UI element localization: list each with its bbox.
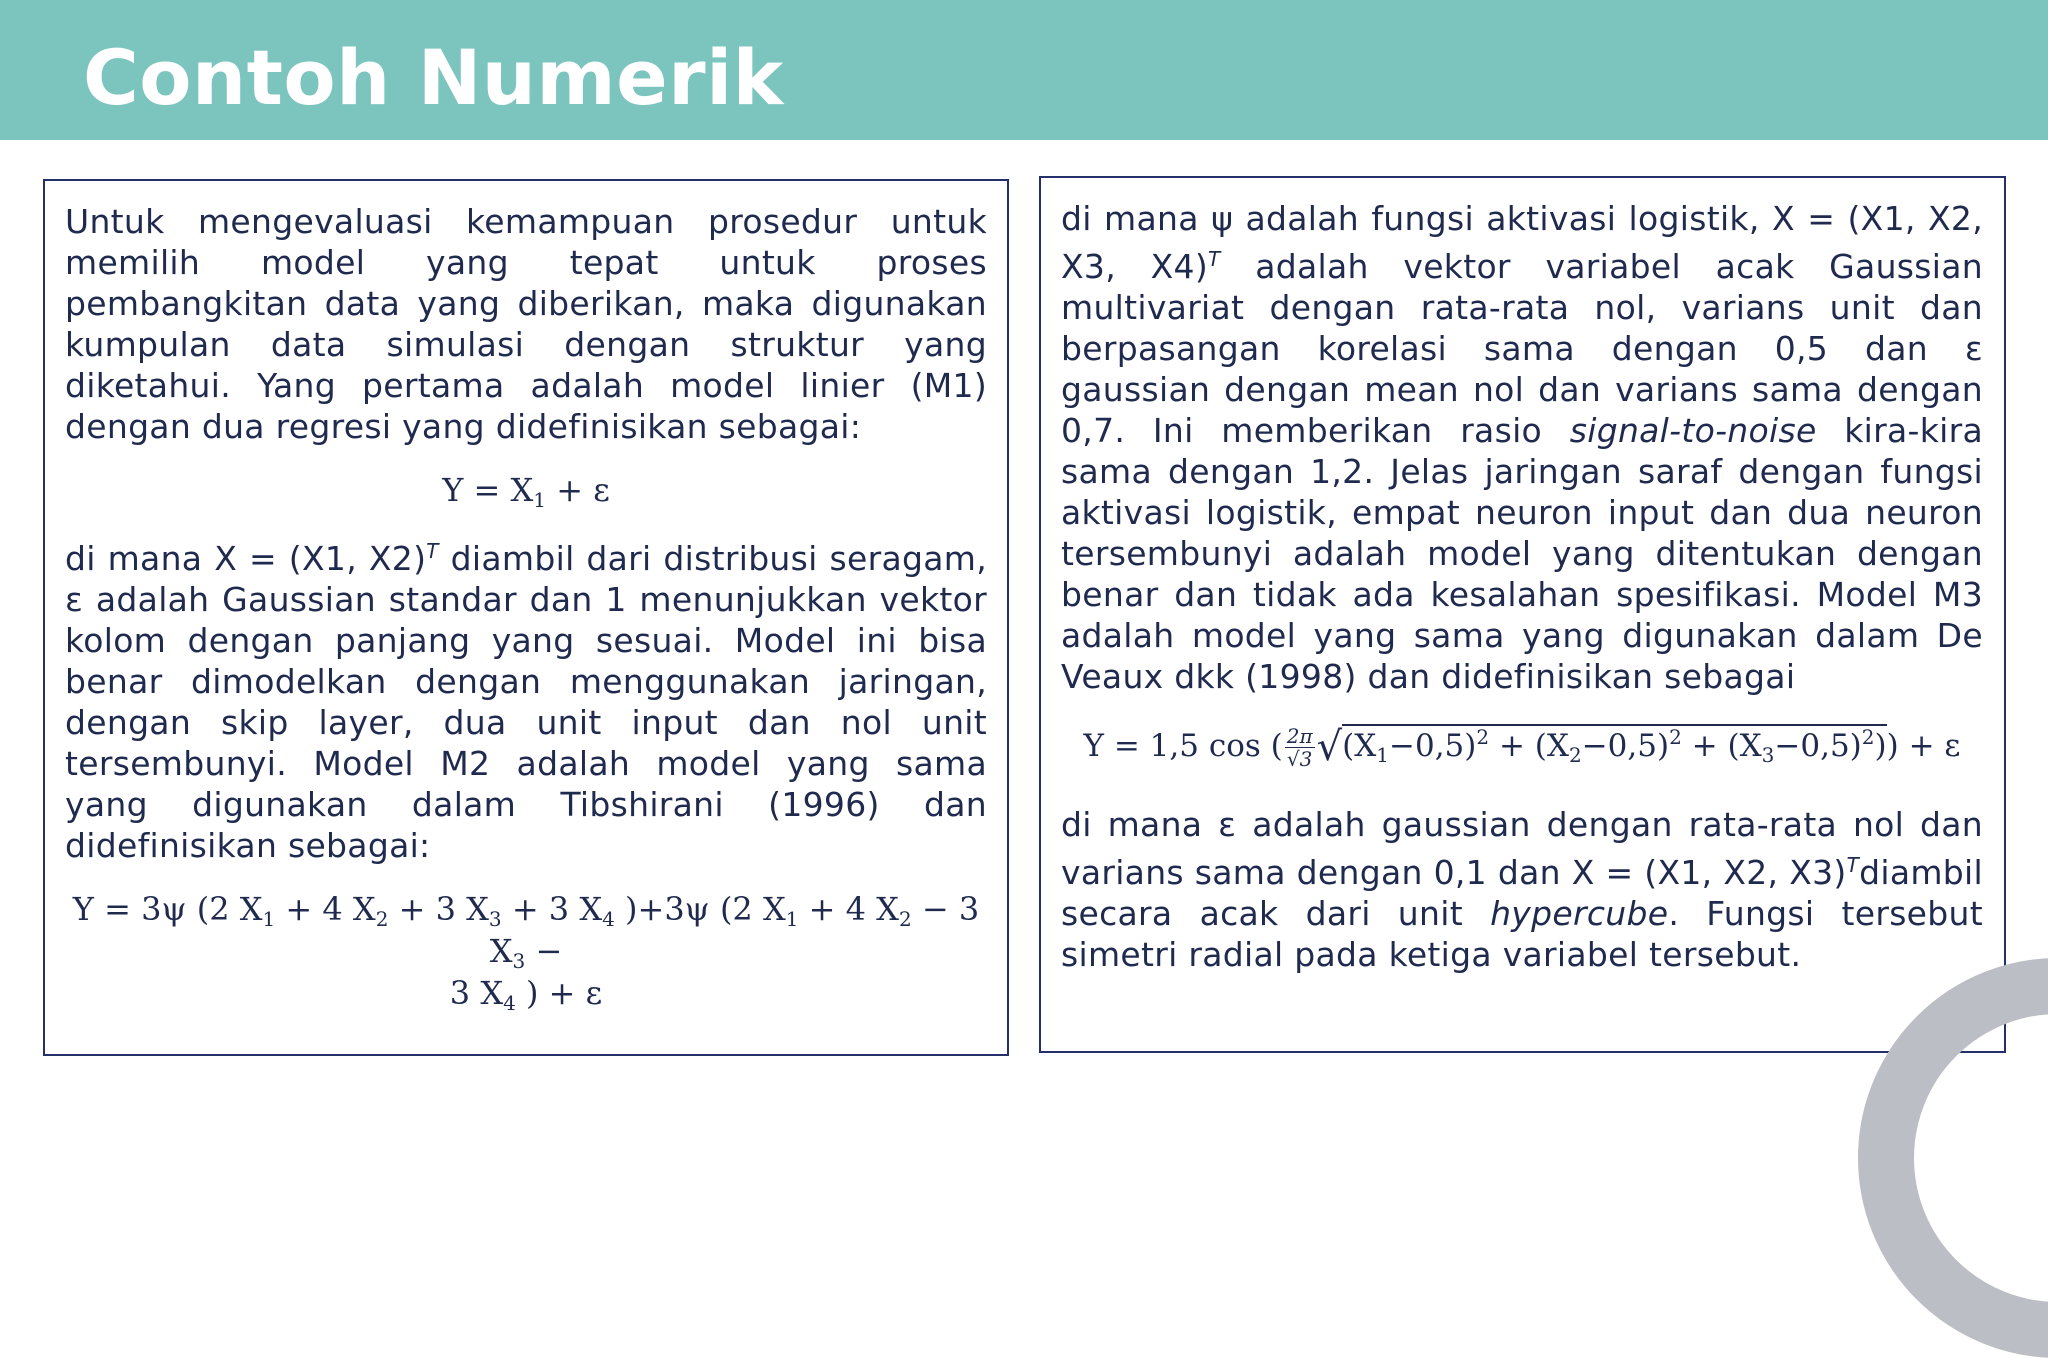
right-paragraph-2: di mana ε adalah gaussian dengan rata-rata nol dan varians sama dengan 0,1 dan X = (X1, X2, X3)$^T$diambil secara acak dari unit hypercube. Fungsi tersebut simetri radial pada ketiga variabel tersebut. xyxy=(1061,805,1983,974)
left-paragraph-2: di mana X = (X1, X2)$^T$ diambil dari distribusi seragam, ε adalah Gaussian standar dan 1 menunjukkan vektor kolom dengan panjang yang sesuai. Model ini bisa benar dimodelkan dengan menggunakan jaringan, dengan skip layer, dua unit input dan nol unit tersembunyi. Model M2 adalah model yang sama yang digunakan dalam Tibshirani (1996) dan didefinisikan sebagai: xyxy=(65,539,987,865)
right-text-box xyxy=(1039,176,2006,1053)
slide-title: Contoh Numerik xyxy=(83,33,784,122)
equation-m1: $Y = X_1 + \varepsilon$ xyxy=(442,471,610,512)
equation-m3: Y = 1,5 cos ( $\frac{2\pi}{√3}$ $√(X_1-0,5)^2 + (X_2-0,5)^2 + (X_3-0,5)^2)) + \varepsilon$ xyxy=(1083,724,1961,771)
fraction: $\frac{2\pi}{√3}$ xyxy=(1286,724,1313,771)
right-paragraph-1: di mana ψ adalah fungsi aktivasi logistik, X = (X1, X2, X3, X4)$^T$ adalah vektor variabel acak Gaussian multivariat dengan rata-rata nol, varians unit dan berpasangan korelasi sama dengan 0,5 dan ε gaussian dengan mean nol dan varians sama dengan 0,7. Ini memberikan rasio signal-to-noise kira-kira sama dengan 1,2. Jelas jaringan saraf dengan fungsi aktivasi logistik, empat neuron input dan dua neuron tersembunyi adalah model yang ditentukan dengan benar dan tidak ada kesalahan spesifikasi. Model M3 adalah model yang sama yang digunakan dalam De Veaux dkk (1998) dan didefinisikan sebagai xyxy=(1061,199,1983,696)
left-text-box xyxy=(43,179,1009,1056)
equation-m2: Y = 3ψ (2 $X_1 + 4$ $X_2 + 3$ $X_3 + 3$ $X_4$ )+3ψ (2 $X_1 + 4$ $X_2 - 3$ $X_3$ − 3 $X_4$ ) + ε xyxy=(72,890,980,1015)
title-bar xyxy=(0,0,2048,140)
left-paragraph-1: Untuk mengevaluasi kemampuan prosedur untuk memilih model yang tepat untuk proses pembangkitan data yang diberikan, maka digunakan kumpulan data simulasi dengan struktur yang diketahui. Yang pertama adalah model linier (M1) dengan dua regresi yang didefinisikan sebagai: xyxy=(65,202,987,446)
